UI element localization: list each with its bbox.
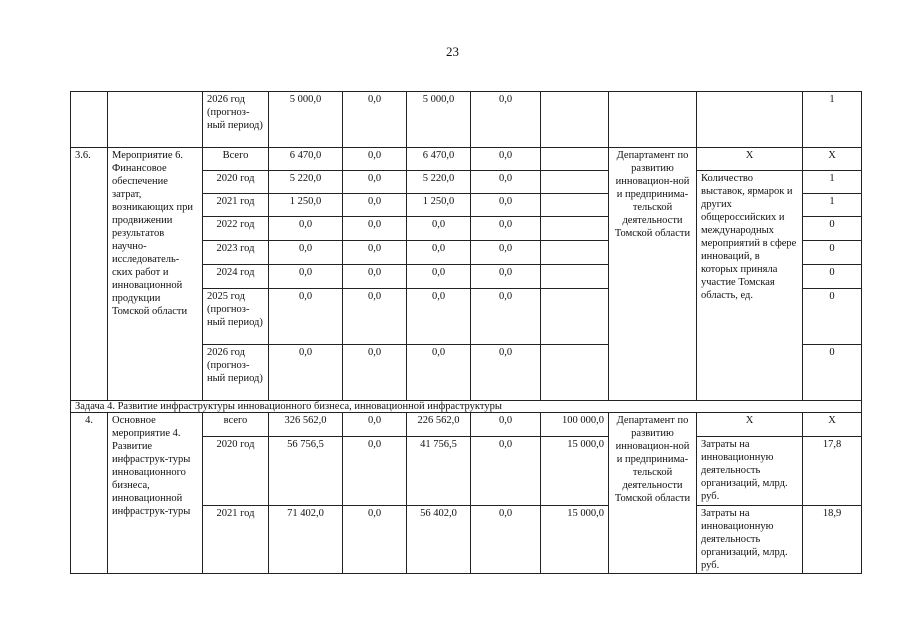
value-cell: 0 [803, 289, 862, 345]
total-cell: 5 220,0 [269, 171, 343, 194]
extra-cell [541, 171, 609, 194]
value-cell: 1 [803, 92, 862, 148]
extra-cell: 15 000,0 [541, 437, 609, 506]
year-cell: всего [203, 413, 269, 437]
local-cell: 0,0 [471, 413, 541, 437]
measure-name: Мероприятие 6. Финансовое обеспечение затрат, возникающих при продвижении результатов научно-исследователь-ских работ и инновационной продукции Томской области [108, 148, 203, 401]
federal-cell: 0,0 [343, 265, 407, 289]
regional-cell: 0,0 [407, 241, 471, 265]
extra-cell: 15 000,0 [541, 506, 609, 574]
year-cell: Всего [203, 148, 269, 171]
total-cell: 0,0 [269, 241, 343, 265]
year-cell: 2020 год [203, 171, 269, 194]
federal-cell: 0,0 [343, 171, 407, 194]
federal-cell: 0,0 [343, 506, 407, 574]
extra-cell [541, 265, 609, 289]
value-cell: X [803, 148, 862, 171]
row-number: 3.6. [71, 148, 108, 401]
local-cell: 0,0 [471, 437, 541, 506]
value-cell: 0 [803, 265, 862, 289]
federal-cell: 0,0 [343, 289, 407, 345]
year-cell: 2021 год [203, 194, 269, 217]
extra-cell [541, 289, 609, 345]
local-cell: 0,0 [471, 217, 541, 241]
total-cell: 0,0 [269, 217, 343, 241]
table-row [71, 413, 862, 437]
extra-cell: 100 000,0 [541, 413, 609, 437]
regional-cell: 1 250,0 [407, 194, 471, 217]
value-cell: 1 [803, 171, 862, 194]
year-cell: 2025 год (прогноз-ный период) [203, 289, 269, 345]
total-cell: 0,0 [269, 289, 343, 345]
regional-cell: 5 000,0 [407, 92, 471, 148]
regional-cell: 41 756,5 [407, 437, 471, 506]
page-number: 23 [446, 44, 459, 59]
year-cell: 2026 год (прогноз-ный период) [203, 345, 269, 401]
regional-cell: 6 470,0 [407, 148, 471, 171]
regional-cell: 0,0 [407, 265, 471, 289]
value-cell: 0 [803, 217, 862, 241]
extra-cell [541, 217, 609, 241]
extra-cell [541, 241, 609, 265]
measure-name: Основное мероприятие 4. Развитие инфраструк-туры инновационного бизнеса, инновационной инфраструк-туры [108, 413, 203, 574]
indicator-cell: Количество выставок, ярмарок и других общероссийских и международных мероприятий в сфере инноваций, в которых приняла участие Томская область, ед. [697, 171, 803, 401]
federal-cell: 0,0 [343, 217, 407, 241]
regional-cell: 56 402,0 [407, 506, 471, 574]
extra-cell [541, 194, 609, 217]
indicator-cell: X [697, 413, 803, 437]
extra-cell [541, 345, 609, 401]
local-cell: 0,0 [471, 289, 541, 345]
extra-cell [541, 148, 609, 171]
value-cell: 17,8 [803, 437, 862, 506]
value-cell: 18,9 [803, 506, 862, 574]
value-cell: 0 [803, 241, 862, 265]
row-number: 4. [71, 413, 108, 574]
value-cell: 0 [803, 345, 862, 401]
local-cell: 0,0 [471, 345, 541, 401]
indicator-cell: Затраты на инновационную деятельность организаций, млрд. руб. [697, 437, 803, 506]
total-cell: 0,0 [269, 345, 343, 401]
budget-table [70, 91, 862, 574]
federal-cell: 0,0 [343, 413, 407, 437]
federal-cell: 0,0 [343, 241, 407, 265]
federal-cell: 0,0 [343, 437, 407, 506]
total-cell: 6 470,0 [269, 148, 343, 171]
total-cell: 71 402,0 [269, 506, 343, 574]
responsible-cell: Департамент по развитию инновацион-ной и предпринима-тельской деятельности Томской области [609, 413, 697, 574]
federal-cell: 0,0 [343, 194, 407, 217]
value-cell: X [803, 413, 862, 437]
year-cell: 2020 год [203, 437, 269, 506]
federal-cell: 0,0 [343, 345, 407, 401]
table-row [71, 92, 862, 148]
responsible-cell [609, 92, 697, 148]
year-cell: 2026 год (прогноз-ный период) [203, 92, 269, 148]
local-cell: 0,0 [471, 148, 541, 171]
table-row [71, 148, 862, 171]
year-cell: 2024 год [203, 265, 269, 289]
federal-cell: 0,0 [343, 148, 407, 171]
year-cell: 2023 год [203, 241, 269, 265]
indicator-cell [697, 92, 803, 148]
local-cell: 0,0 [471, 506, 541, 574]
local-cell: 0,0 [471, 194, 541, 217]
local-cell: 0,0 [471, 171, 541, 194]
total-cell: 5 000,0 [269, 92, 343, 148]
indicator-cell: X [697, 148, 803, 171]
local-cell: 0,0 [471, 241, 541, 265]
value-cell: 1 [803, 194, 862, 217]
federal-cell: 0,0 [343, 92, 407, 148]
year-cell: 2021 год [203, 506, 269, 574]
task-row [71, 401, 862, 413]
responsible-cell: Департамент по развитию инновацион-ной и предпринима-тельской деятельности Томской области [609, 148, 697, 401]
regional-cell: 5 220,0 [407, 171, 471, 194]
regional-cell: 226 562,0 [407, 413, 471, 437]
regional-cell: 0,0 [407, 217, 471, 241]
total-cell: 56 756,5 [269, 437, 343, 506]
total-cell: 0,0 [269, 265, 343, 289]
regional-cell: 0,0 [407, 289, 471, 345]
row-number [71, 92, 108, 148]
measure-name [108, 92, 203, 148]
extra-cell [541, 92, 609, 148]
year-cell: 2022 год [203, 217, 269, 241]
local-cell: 0,0 [471, 92, 541, 148]
local-cell: 0,0 [471, 265, 541, 289]
total-cell: 1 250,0 [269, 194, 343, 217]
total-cell: 326 562,0 [269, 413, 343, 437]
regional-cell: 0,0 [407, 345, 471, 401]
indicator-cell: Затраты на инновационную деятельность организаций, млрд. руб. [697, 506, 803, 574]
task-title: Задача 4. Развитие инфраструктуры инновационного бизнеса, инновационной инфраструктуры [71, 401, 862, 413]
